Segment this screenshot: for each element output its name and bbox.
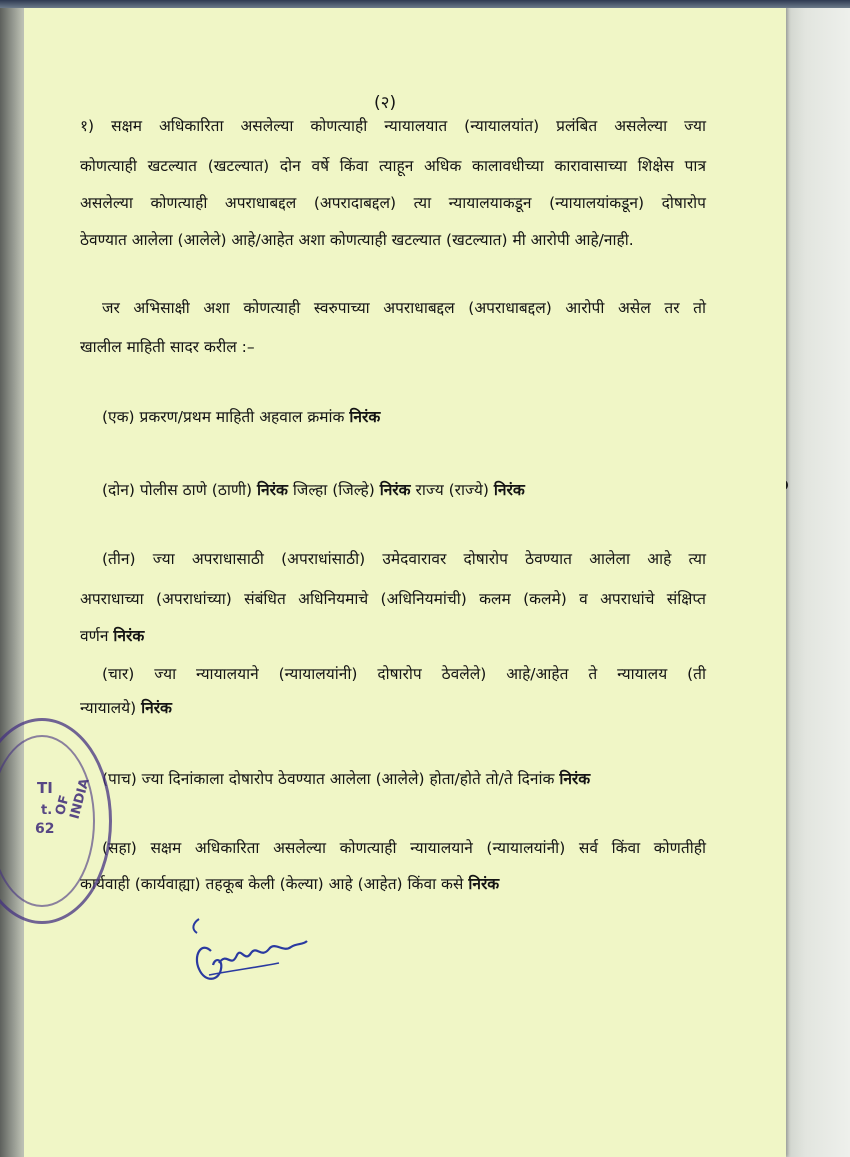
seal-text-top: TI bbox=[37, 779, 53, 797]
seal-text-low: 62 bbox=[35, 821, 55, 837]
item-char-line2 bbox=[80, 698, 706, 718]
document-page bbox=[24, 6, 786, 1157]
item-teen-label: वर्णन bbox=[80, 627, 109, 645]
seal-text-side: OF INDIA bbox=[53, 776, 93, 821]
item-pach bbox=[102, 769, 728, 789]
item-don-label1: (दोन) पोलीस ठाणे (ठाणी) bbox=[102, 481, 253, 499]
para2-line1: जर अभिसाक्षी अशा कोणत्याही स्वरुपाच्या अपराधाबद्दल (अपराधाबद्दल) आरोपी असेल तर तो bbox=[102, 299, 706, 317]
item-saha-label: कार्यवाही (कार्यवाह्या) तहकूब केली (केल्या) आहे (आहेत) किंवा कसे bbox=[80, 875, 464, 893]
scan-right-margin bbox=[786, 0, 850, 1157]
item-don-value3: निरंक bbox=[493, 481, 525, 499]
item-saha-line1: (सहा) सक्षम अधिकारिता असलेल्या कोणत्याही न्यायालयाने (न्यायालयांनी) सर्व किंवा कोणतीही bbox=[102, 839, 706, 857]
para1-line2: कोणत्याही खटल्यात (खटल्यात) दोन वर्षे किंवा त्याहून अधिक कालावधीच्या कारावासाच्या शिक्षेस पात्र bbox=[80, 157, 706, 175]
item-char-label: न्यायालये) bbox=[80, 699, 137, 717]
para1-line4: ठेवण्यात आलेला (आलेले) आहे/आहेत अशा कोणत्याही खटल्यात (खटल्यात) मी आरोपी आहे/नाही. bbox=[80, 231, 634, 249]
item-ek-label: (एक) प्रकरण/प्रथम माहिती अहवाल क्रमांक bbox=[102, 408, 345, 426]
item-pach-label: (पाच) ज्या दिनांकाला दोषारोप ठेवण्यात आलेला (आलेले) होता/होते तो/ते दिनांक bbox=[102, 770, 555, 788]
item-ek bbox=[102, 407, 728, 427]
item-saha-line2 bbox=[80, 874, 706, 894]
item-teen-line3 bbox=[80, 626, 706, 646]
item-ek-value: निरंक bbox=[349, 408, 381, 426]
item-teen-line2: अपराधाच्या (अपराधांच्या) संबंधित अधिनियमाचे (अधिनियमांची) कलम (कलमे) व अपराधांचे संक्षिप्त bbox=[80, 590, 706, 608]
para1-line3: असलेल्या कोणत्याही अपराधाबद्दल (अपरादाबद्दल) त्या न्यायालयाकडून (न्यायालयांकडून) दोषारोप bbox=[80, 194, 706, 212]
item-saha-value: निरंक bbox=[468, 875, 500, 893]
item-teen-value: निरंक bbox=[113, 627, 145, 645]
seal-text-mid: t. bbox=[41, 803, 53, 818]
item-don bbox=[102, 480, 728, 500]
item-don-label2: जिल्हा (जिल्हे) bbox=[292, 481, 375, 499]
para1-line1: १) सक्षम अधिकारिता असलेल्या कोणत्याही न्यायालयात (न्यायालयांत) प्रलंबित असलेल्या ज्या bbox=[80, 117, 706, 135]
signature bbox=[179, 911, 314, 996]
scan-top-edge bbox=[0, 0, 850, 8]
item-pach-value: निरंक bbox=[559, 770, 591, 788]
item-char-line1: (चार) ज्या न्यायालयाने (न्यायालयांनी) दोषारोप ठेवलेले) आहे/आहेत ते न्यायालय (ती bbox=[102, 665, 706, 683]
item-teen-line1: (तीन) ज्या अपराधासाठी (अपराधांसाठी) उमेदवारावर दोषारोप ठेवण्यात आलेला आहे त्या bbox=[102, 550, 706, 568]
bleed-through bbox=[144, 261, 724, 283]
item-don-label3: राज्य (राज्ये) bbox=[415, 481, 489, 499]
item-don-value1: निरंक bbox=[257, 481, 288, 499]
scan-left-edge bbox=[0, 0, 26, 1157]
item-char-value: निरंक bbox=[141, 699, 172, 717]
para2-line2: खालील माहिती सादर करील :– bbox=[80, 338, 255, 356]
item-don-value2: निरंक bbox=[379, 481, 411, 499]
page-number: (२) bbox=[374, 93, 397, 113]
